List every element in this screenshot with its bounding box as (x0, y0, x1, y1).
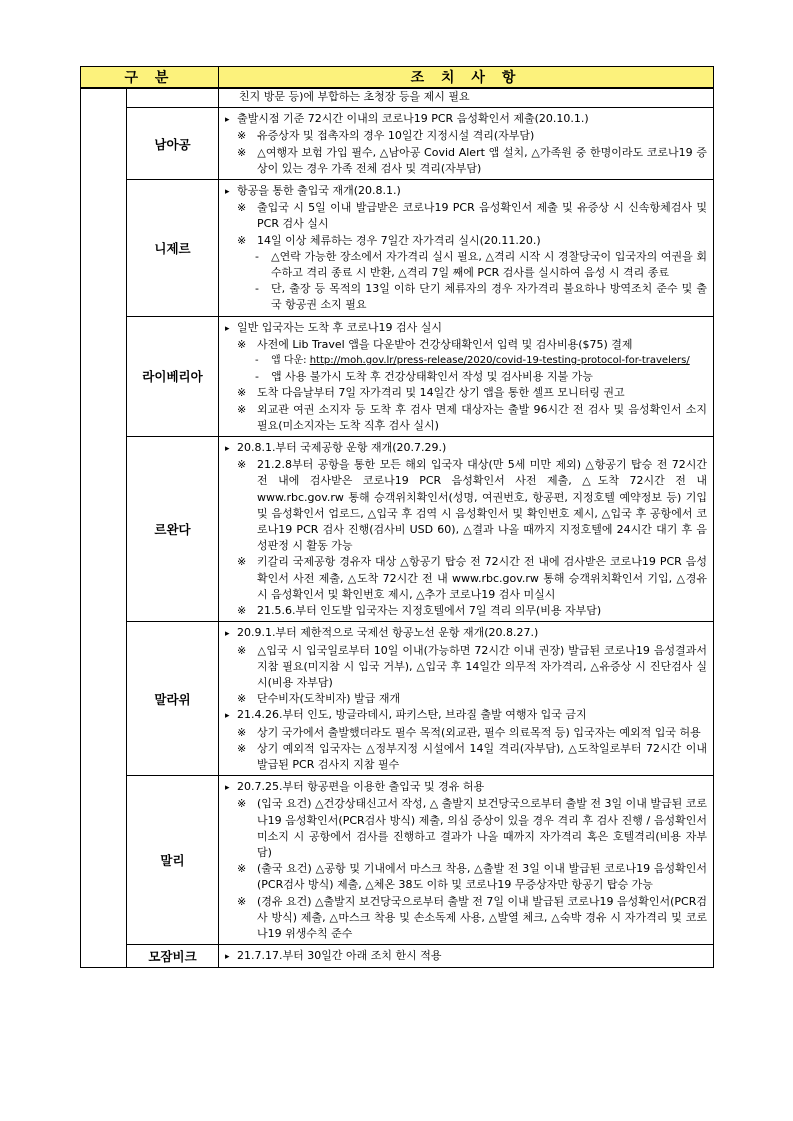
country-row (81, 945, 714, 968)
country-measures (219, 776, 714, 945)
note-item: ※ 출입국 시 5일 이내 발급받은 코로나19 PCR 음성확인서 제출 및 유증상 시 신속항체검사 및 PCR 검사 실시 (225, 200, 707, 232)
note-item: ※ 상기 예외적 입국자는 △정부지정 시설에서 14일 격리(자부담), △도착일로부터 72시간 이내 발급된 PCR 검사지 지참 필수 (225, 741, 707, 773)
note-item: ※ △입국 시 입국일로부터 10일 이내(가능하면 72시간 이내 권장) 발급된 코로나19 음성결과서 지참 필요(미지참 시 입국 거부), △입국 후 14일간 의무적 자가격리, △유증상 시 진단검사 실시(비용 자부담) (225, 643, 707, 692)
note-item: ※ △여행자 보험 가입 필수, △남아공 Covid Alert 앱 설치, △가족원 중 한명이라도 코로나19 증상이 있는 경우 가족 전체 검사 및 격리(자부담) (225, 145, 707, 177)
note-item: ※ 사전에 Lib Travel 앱을 다운받아 건강상태확인서 입력 및 검사비용($75) 결제 (225, 337, 707, 353)
country-measures (219, 437, 714, 622)
note-item: ※ 외교관 여권 소지자 등 도착 후 검사 면제 대상자는 출발 96시간 전 검사 및 음성확인서 소지 필요(미소지자는 도착 직후 검사 실시) (225, 402, 707, 434)
country-name: 라이베리아 (127, 316, 219, 436)
country-row (81, 622, 714, 776)
note-item: ※ 단수비자(도착비자) 발급 재개 (225, 691, 707, 707)
table-header-row (81, 67, 714, 89)
continuation-cell (219, 88, 714, 108)
country-name: 말리 (127, 776, 219, 945)
country-row (81, 776, 714, 945)
country-row (81, 180, 714, 317)
note-item: ※ (출국 요건) △공항 및 기내에서 마스크 착용, △출발 전 3일 이내 발급된 코로나19 음성확인서(PCR검사 방식) 제출, △체온 38도 이하 및 코로나19 무증상자만 항공기 탑승 가능 (225, 861, 707, 893)
country-row (81, 437, 714, 622)
note-item: ※ 유증상자 및 접촉자의 경우 10일간 지정시설 격리(자부담) (225, 128, 707, 144)
note-item: ※ 키갈리 국제공항 경유자 대상 △항공기 탑승 전 72시간 전 내에 검사받은 코로나19 PCR 음성확인서 사전 제출, △도착 72시간 전 내 www.rbc.gov.rw 통해 승객위치확인서 기입, △경유시 음성확인서 및 확인번호 제시, △추가 코로나19 검사 미실시 (225, 554, 707, 603)
country-name: 말라위 (127, 622, 219, 776)
note-item: ※ 상기 국가에서 출발했더라도 필수 목적(외교관, 필수 의료목적 등) 입국자는 예외적 입국 허용 (225, 725, 707, 741)
dash-item: - 앱 다운: http://moh.gov.lr/press-release/2020/covid-19-testing-protocol-for-travelers/ (225, 353, 707, 369)
bullet-item: ▸ 20.9.1.부터 제한적으로 국제선 항공노선 운항 재개(20.8.27.) (225, 625, 707, 642)
country-name: 니제르 (127, 180, 219, 317)
header-category: 구 분 (81, 67, 219, 89)
country-name: 르완다 (127, 437, 219, 622)
note-item: ※ 도착 다음날부터 7일 자가격리 및 14일간 상기 앱을 통한 셀프 모니터링 권고 (225, 385, 707, 401)
country-row (81, 108, 714, 180)
note-item: ※ (입국 요건) △건강상태신고서 작성, △ 출발지 보건당국으로부터 출발 전 3일 이내 발급된 코로나19 음성확인서(PCR검사 방식) 제출, 의심 증상이 있을 경우 격리 후 검사 진행 / 음성확인서 미소지 시 공항에서 검사를 진행하고 결과가 나올 때까지 자가격리 혹은 호텔격리(비용 자부담) (225, 796, 707, 861)
country-measures (219, 945, 714, 968)
country-measures (219, 316, 714, 436)
note-item: ※ 21.5.6.부터 인도발 입국자는 지정호텔에서 7일 격리 의무(비용 자부담) (225, 603, 707, 619)
bullet-item: ▸ 일반 입국자는 도착 후 코로나19 검사 실시 (225, 320, 707, 337)
country-name: 모잠비크 (127, 945, 219, 968)
region-cell (81, 88, 127, 968)
bullet-item: ▸ 출발시점 기준 72시간 이내의 코로나19 PCR 음성확인서 제출(20.10.1.) (225, 111, 707, 128)
note-item: ※ 14일 이상 체류하는 경우 7일간 자가격리 실시(20.11.20.) (225, 233, 707, 249)
country-row (81, 316, 714, 436)
country-measures (219, 108, 714, 180)
app-download-link[interactable]: http://moh.gov.lr/press-release/2020/covid-19-testing-protocol-for-travelers/ (309, 355, 690, 367)
continuation-row (81, 88, 714, 108)
bullet-item: ▸ 20.8.1.부터 국제공항 운항 재개(20.7.29.) (225, 440, 707, 457)
dash-item: - 앱 사용 불가시 도착 후 건강상태확인서 작성 및 검사비용 지불 가능 (225, 369, 707, 385)
bullet-item: ▸ 20.7.25.부터 항공편을 이용한 출입국 및 경유 허용 (225, 779, 707, 796)
country-measures (219, 622, 714, 776)
continuation-name-cell (127, 88, 219, 108)
note-item: ※ (경유 요건) △출발지 보건당국으로부터 출발 전 7일 이내 발급된 코로나19 음성확인서(PCR검사 방식) 제출, △마스크 착용 및 손소독제 사용, △발열 체크, △숙박 경유 시 자가격리 및 코로나19 위생수칙 준수 (225, 894, 707, 943)
dash-item: - △연락 가능한 장소에서 자가격리 실시 필요, △격리 시작 시 경찰당국이 입국자의 여권을 회수하고 격리 종료 시 반환, △격리 7일 째에 PCR 검사를 실시하여 음성 시 격리 종료 (225, 249, 707, 281)
measures-table (80, 66, 714, 968)
continuation-text: 친지 방문 등)에 부합하는 초청장 등을 제시 필요 (239, 90, 470, 103)
country-measures (219, 180, 714, 317)
country-name: 남아공 (127, 108, 219, 180)
note-item: ※ 21.2.8부터 공항을 통한 모든 해외 입국자 대상(만 5세 미만 제외) △항공기 탑승 전 72시간 전 내에 검사받은 코로나19 PCR 음성확인서 사전 제출, △도착 72시간 전 내 www.rbc.gov.rw 통해 승객위치확인서(성명, 여권번호, 항공편, 지정호텔 예약정보 등) 기입 및 음성확인서 업로드, △입국 후 검역 시 음성확인서 및 확인번호 제시, △입국 후 공항에서 코로나19 PCR 검사 진행(검사비 USD 60), △결과 나올 때까지 지정호텔에 24시간 대기 후 음성판정 시 활동 가능 (225, 457, 707, 554)
dash-item: - 단, 출장 등 목적의 13일 이하 단기 체류자의 경우 자가격리 불요하나 방역조치 준수 및 출국 항공권 소지 필요 (225, 281, 707, 313)
bullet-item: ▸ 21.7.17.부터 30일간 아래 조치 한시 적용 (225, 948, 707, 965)
header-measures: 조 치 사 항 (219, 67, 714, 89)
bullet-item: ▸ 21.4.26.부터 인도, 방글라데시, 파키스탄, 브라질 출발 여행자 입국 금지 (225, 707, 707, 724)
bullet-item: ▸ 항공을 통한 출입국 재개(20.8.1.) (225, 183, 707, 200)
